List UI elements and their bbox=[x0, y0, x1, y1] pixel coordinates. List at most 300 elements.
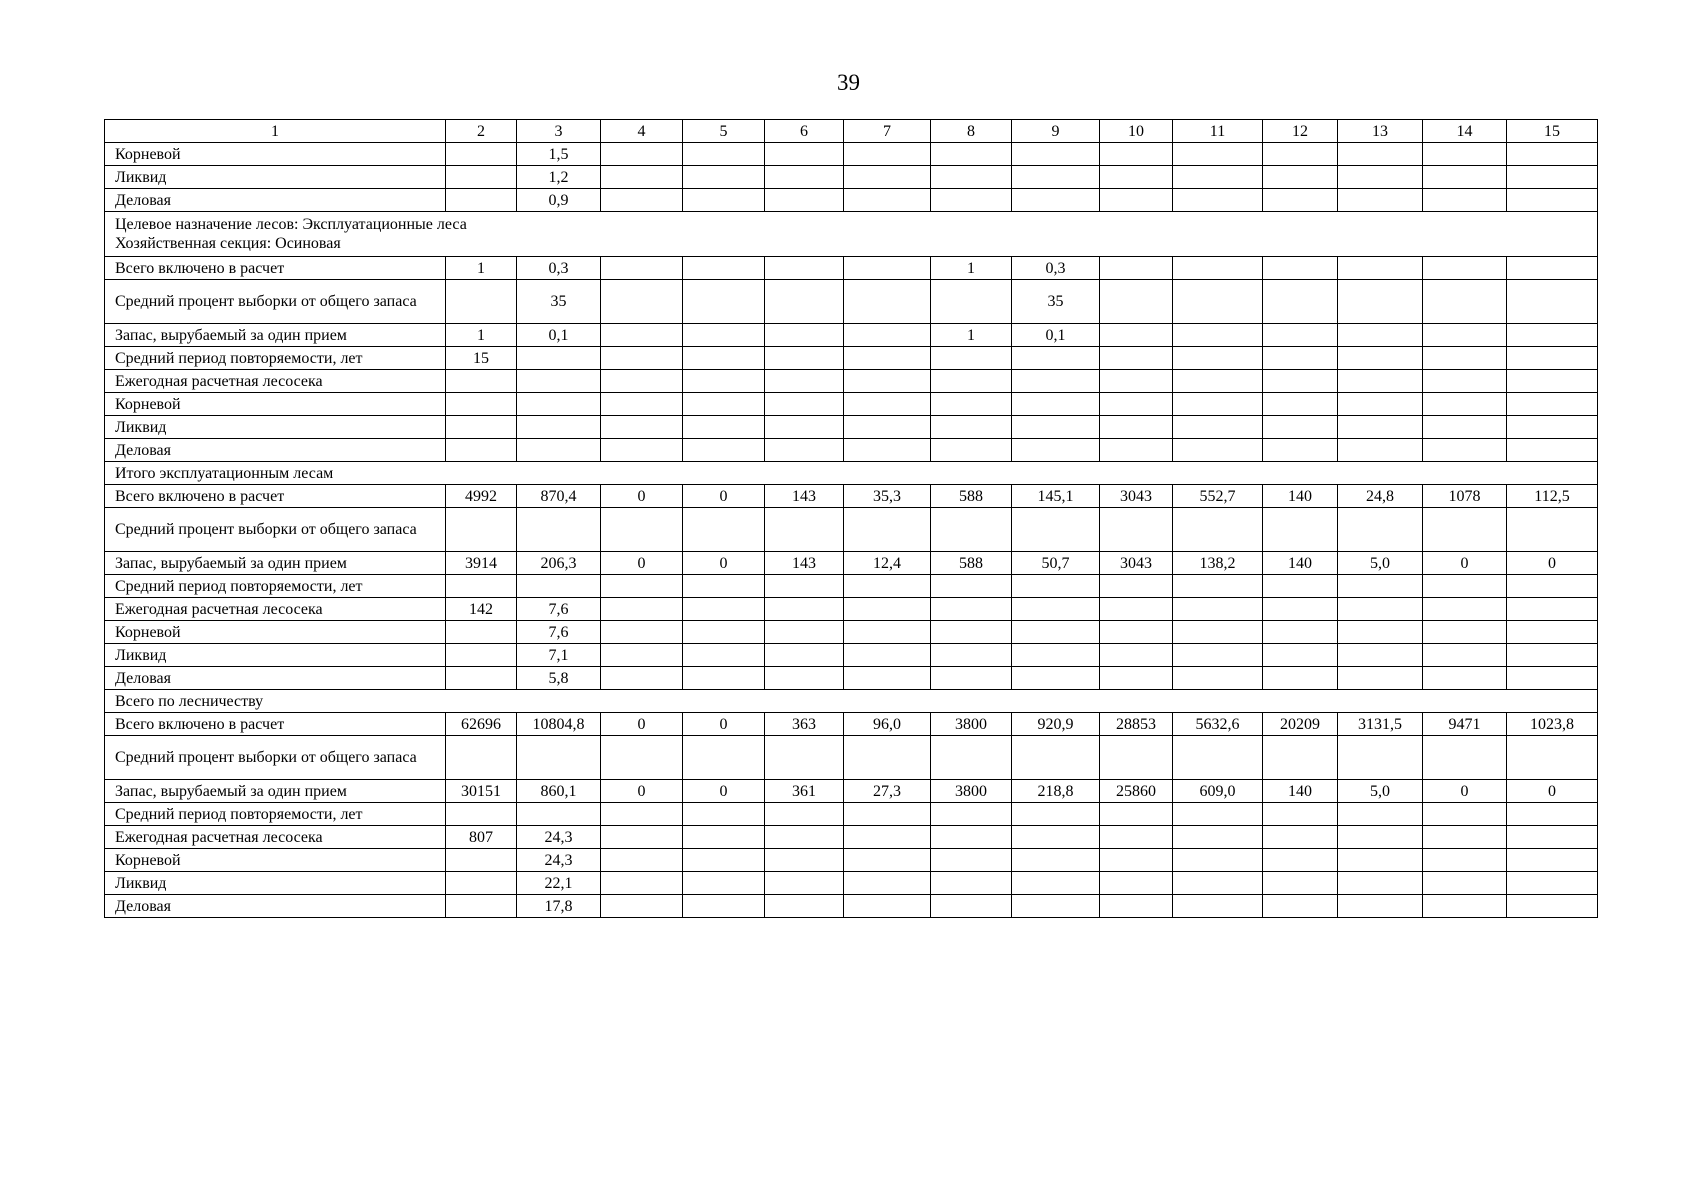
table-cell bbox=[1423, 370, 1507, 393]
column-number-header: 7 bbox=[844, 120, 931, 143]
table-cell: 807 bbox=[446, 826, 517, 849]
table-cell bbox=[601, 189, 683, 212]
table-cell bbox=[1100, 803, 1173, 826]
table-cell bbox=[1173, 416, 1263, 439]
table-cell: 5,0 bbox=[1338, 552, 1423, 575]
table-cell bbox=[1100, 416, 1173, 439]
table-cell bbox=[765, 895, 844, 918]
table-cell bbox=[1263, 508, 1338, 552]
row-label: Деловая bbox=[105, 667, 446, 690]
table-cell bbox=[1338, 621, 1423, 644]
table-cell bbox=[931, 439, 1012, 462]
table-cell bbox=[1507, 621, 1598, 644]
table-cell bbox=[931, 370, 1012, 393]
table-cell: 143 bbox=[765, 485, 844, 508]
column-number-header: 9 bbox=[1012, 120, 1100, 143]
row-label: Ежегодная расчетная лесосека bbox=[105, 598, 446, 621]
table-cell: 62696 bbox=[446, 713, 517, 736]
table-cell bbox=[1100, 370, 1173, 393]
table-cell bbox=[1012, 826, 1100, 849]
table-cell bbox=[844, 849, 931, 872]
table-cell bbox=[1012, 439, 1100, 462]
table-cell bbox=[1173, 508, 1263, 552]
table-cell: 0 bbox=[1507, 552, 1598, 575]
table-cell bbox=[1173, 280, 1263, 324]
page-number: 39 bbox=[837, 70, 860, 95]
table-cell: 30151 bbox=[446, 780, 517, 803]
table-cell bbox=[1338, 826, 1423, 849]
section-heading-row bbox=[105, 462, 1598, 485]
table-cell bbox=[683, 644, 765, 667]
table-cell bbox=[931, 644, 1012, 667]
table-cell bbox=[765, 621, 844, 644]
table-cell bbox=[1507, 166, 1598, 189]
table-cell bbox=[1338, 393, 1423, 416]
table-cell: 140 bbox=[1263, 552, 1338, 575]
table-cell: 9471 bbox=[1423, 713, 1507, 736]
table-cell: 588 bbox=[931, 552, 1012, 575]
table-cell: 1 bbox=[446, 257, 517, 280]
table-cell: 17,8 bbox=[517, 895, 601, 918]
table-cell: 206,3 bbox=[517, 552, 601, 575]
table-cell bbox=[1012, 575, 1100, 598]
row-label: Деловая bbox=[105, 895, 446, 918]
table-row bbox=[105, 872, 1598, 895]
table-cell bbox=[1507, 257, 1598, 280]
table-cell bbox=[1012, 508, 1100, 552]
table-cell bbox=[765, 598, 844, 621]
table-cell bbox=[1012, 166, 1100, 189]
table-cell bbox=[844, 439, 931, 462]
table-cell bbox=[1338, 189, 1423, 212]
table-row bbox=[105, 324, 1598, 347]
table-cell bbox=[1338, 849, 1423, 872]
table-cell bbox=[601, 575, 683, 598]
row-label: Корневой bbox=[105, 143, 446, 166]
table-cell bbox=[1173, 575, 1263, 598]
table-cell bbox=[765, 736, 844, 780]
table-cell bbox=[1012, 736, 1100, 780]
table-cell: 15 bbox=[446, 347, 517, 370]
table-row bbox=[105, 370, 1598, 393]
row-label: Средний процент выборки от общего запаса bbox=[105, 280, 446, 324]
table-cell bbox=[1173, 189, 1263, 212]
table-cell bbox=[1173, 667, 1263, 690]
table-cell bbox=[683, 849, 765, 872]
table-cell bbox=[1263, 189, 1338, 212]
row-label: Ликвид bbox=[105, 644, 446, 667]
row-label: Ликвид bbox=[105, 166, 446, 189]
table-cell bbox=[1338, 872, 1423, 895]
table-cell bbox=[1100, 575, 1173, 598]
table-cell bbox=[1173, 895, 1263, 918]
row-label: Ежегодная расчетная лесосека bbox=[105, 826, 446, 849]
table-cell bbox=[1423, 736, 1507, 780]
table-cell bbox=[1423, 166, 1507, 189]
table-cell bbox=[1012, 370, 1100, 393]
table-cell bbox=[931, 280, 1012, 324]
table-cell bbox=[446, 644, 517, 667]
table-cell bbox=[765, 416, 844, 439]
column-number-header: 8 bbox=[931, 120, 1012, 143]
table-cell: 22,1 bbox=[517, 872, 601, 895]
table-cell bbox=[683, 598, 765, 621]
row-label: Средний период повторяемости, лет bbox=[105, 575, 446, 598]
table-cell bbox=[765, 347, 844, 370]
table-cell bbox=[844, 508, 931, 552]
table-cell: 0 bbox=[601, 485, 683, 508]
table-cell bbox=[683, 257, 765, 280]
table-cell bbox=[446, 667, 517, 690]
table-cell: 0,9 bbox=[517, 189, 601, 212]
table-row bbox=[105, 598, 1598, 621]
table-cell bbox=[683, 280, 765, 324]
table-cell bbox=[931, 803, 1012, 826]
row-label: Средний период повторяемости, лет bbox=[105, 803, 446, 826]
table-cell bbox=[1012, 143, 1100, 166]
row-label: Всего включено в расчет bbox=[105, 713, 446, 736]
table-cell: 0,1 bbox=[517, 324, 601, 347]
table-cell bbox=[683, 508, 765, 552]
table-cell bbox=[1012, 849, 1100, 872]
table-cell bbox=[1263, 826, 1338, 849]
table-cell: 96,0 bbox=[844, 713, 931, 736]
table-cell bbox=[1263, 644, 1338, 667]
table-cell bbox=[1507, 439, 1598, 462]
table-cell: 3914 bbox=[446, 552, 517, 575]
table-cell bbox=[1012, 644, 1100, 667]
table-row bbox=[105, 280, 1598, 324]
table-cell: 10804,8 bbox=[517, 713, 601, 736]
table-cell bbox=[446, 143, 517, 166]
table-cell bbox=[1263, 416, 1338, 439]
table-cell bbox=[1338, 736, 1423, 780]
table-cell bbox=[844, 370, 931, 393]
table-cell bbox=[1100, 393, 1173, 416]
table-row bbox=[105, 439, 1598, 462]
table-cell bbox=[765, 575, 844, 598]
table-cell bbox=[1423, 393, 1507, 416]
table-cell bbox=[1423, 895, 1507, 918]
table-cell bbox=[765, 166, 844, 189]
row-label: Запас, вырубаемый за один прием bbox=[105, 552, 446, 575]
table-cell bbox=[1507, 508, 1598, 552]
table-cell bbox=[844, 166, 931, 189]
table-cell bbox=[601, 736, 683, 780]
table-cell bbox=[446, 416, 517, 439]
table-cell: 3131,5 bbox=[1338, 713, 1423, 736]
table-cell bbox=[601, 644, 683, 667]
table-cell bbox=[601, 439, 683, 462]
table-cell bbox=[601, 347, 683, 370]
table-cell bbox=[1338, 508, 1423, 552]
table-header-row bbox=[105, 120, 1598, 143]
table-cell bbox=[1100, 872, 1173, 895]
table-cell bbox=[1263, 439, 1338, 462]
table-cell bbox=[1173, 370, 1263, 393]
table-cell: 860,1 bbox=[517, 780, 601, 803]
table-cell: 20209 bbox=[1263, 713, 1338, 736]
table-cell bbox=[1012, 416, 1100, 439]
row-label: Средний процент выборки от общего запаса bbox=[105, 508, 446, 552]
table-cell bbox=[931, 508, 1012, 552]
table-cell bbox=[765, 644, 844, 667]
row-label: Всего включено в расчет bbox=[105, 485, 446, 508]
table-cell bbox=[683, 439, 765, 462]
table-cell bbox=[683, 667, 765, 690]
table-cell bbox=[765, 324, 844, 347]
table-cell: 35 bbox=[1012, 280, 1100, 324]
table-cell bbox=[601, 803, 683, 826]
table-cell bbox=[683, 393, 765, 416]
table-cell bbox=[446, 439, 517, 462]
row-label: Запас, вырубаемый за один прием bbox=[105, 780, 446, 803]
table-cell bbox=[1423, 621, 1507, 644]
table-cell: 142 bbox=[446, 598, 517, 621]
table-cell bbox=[765, 143, 844, 166]
row-label: Ликвид bbox=[105, 872, 446, 895]
table-cell bbox=[601, 895, 683, 918]
table-cell bbox=[844, 416, 931, 439]
table-cell bbox=[1100, 621, 1173, 644]
table-cell: 1 bbox=[931, 257, 1012, 280]
section-heading-row bbox=[105, 690, 1598, 713]
table-cell: 140 bbox=[1263, 485, 1338, 508]
table-cell bbox=[1173, 257, 1263, 280]
table-cell bbox=[1100, 347, 1173, 370]
table-cell bbox=[1100, 826, 1173, 849]
table-cell bbox=[446, 736, 517, 780]
table-cell bbox=[1263, 143, 1338, 166]
column-number-header: 13 bbox=[1338, 120, 1423, 143]
table-cell bbox=[1100, 166, 1173, 189]
table-cell bbox=[446, 575, 517, 598]
section-heading bbox=[105, 212, 1598, 257]
row-label: Средний процент выборки от общего запаса bbox=[105, 736, 446, 780]
table-cell bbox=[446, 872, 517, 895]
table-cell: 3043 bbox=[1100, 552, 1173, 575]
table-cell bbox=[601, 621, 683, 644]
table-cell bbox=[1507, 803, 1598, 826]
table-cell bbox=[1507, 644, 1598, 667]
table-cell bbox=[844, 143, 931, 166]
table-cell bbox=[601, 143, 683, 166]
table-cell bbox=[1173, 736, 1263, 780]
table-cell bbox=[1173, 347, 1263, 370]
column-number-header: 2 bbox=[446, 120, 517, 143]
table-row bbox=[105, 895, 1598, 918]
table-cell bbox=[765, 370, 844, 393]
table-cell bbox=[1507, 280, 1598, 324]
table-cell bbox=[1507, 143, 1598, 166]
table-cell bbox=[683, 189, 765, 212]
row-label: Ежегодная расчетная лесосека bbox=[105, 370, 446, 393]
table-cell bbox=[1012, 189, 1100, 212]
section-heading-line: Итого эксплуатационным лесам bbox=[115, 464, 334, 482]
table-cell bbox=[683, 370, 765, 393]
table-cell bbox=[931, 416, 1012, 439]
table-cell bbox=[1338, 575, 1423, 598]
table-cell bbox=[1263, 393, 1338, 416]
table-cell bbox=[601, 393, 683, 416]
table-cell: 138,2 bbox=[1173, 552, 1263, 575]
table-cell: 363 bbox=[765, 713, 844, 736]
row-label: Средний период повторяемости, лет bbox=[105, 347, 446, 370]
table-cell bbox=[765, 849, 844, 872]
table-cell bbox=[1263, 803, 1338, 826]
table-cell bbox=[601, 826, 683, 849]
table-row bbox=[105, 257, 1598, 280]
table-cell bbox=[1338, 347, 1423, 370]
table-cell bbox=[683, 166, 765, 189]
row-label: Корневой bbox=[105, 621, 446, 644]
table-cell bbox=[446, 189, 517, 212]
table-row bbox=[105, 849, 1598, 872]
table-cell bbox=[844, 895, 931, 918]
table-cell bbox=[1012, 347, 1100, 370]
table-cell bbox=[1423, 849, 1507, 872]
table-cell bbox=[683, 803, 765, 826]
table-cell bbox=[844, 667, 931, 690]
table-cell: 552,7 bbox=[1173, 485, 1263, 508]
table-cell bbox=[601, 849, 683, 872]
table-cell bbox=[1012, 895, 1100, 918]
table-cell: 140 bbox=[1263, 780, 1338, 803]
table-cell bbox=[683, 575, 765, 598]
table-cell bbox=[931, 393, 1012, 416]
table-row bbox=[105, 780, 1598, 803]
table-cell bbox=[1338, 280, 1423, 324]
table-cell: 0,3 bbox=[517, 257, 601, 280]
table-cell bbox=[1263, 621, 1338, 644]
table-cell: 0 bbox=[683, 713, 765, 736]
table-cell bbox=[1507, 849, 1598, 872]
table-cell bbox=[517, 393, 601, 416]
table-cell: 3043 bbox=[1100, 485, 1173, 508]
table-cell bbox=[765, 872, 844, 895]
table-cell bbox=[931, 895, 1012, 918]
table-cell bbox=[931, 849, 1012, 872]
table-cell bbox=[1423, 872, 1507, 895]
table-row bbox=[105, 667, 1598, 690]
table-cell bbox=[844, 644, 931, 667]
table-row bbox=[105, 347, 1598, 370]
table-cell bbox=[1173, 166, 1263, 189]
table-cell bbox=[446, 280, 517, 324]
table-cell: 0,3 bbox=[1012, 257, 1100, 280]
table-cell bbox=[765, 803, 844, 826]
table-cell bbox=[1012, 803, 1100, 826]
table-cell bbox=[1012, 393, 1100, 416]
table-cell bbox=[1423, 508, 1507, 552]
table-cell bbox=[1263, 872, 1338, 895]
table-cell bbox=[1423, 189, 1507, 212]
table-cell bbox=[601, 872, 683, 895]
table-cell bbox=[446, 166, 517, 189]
table-cell bbox=[1507, 736, 1598, 780]
table-cell bbox=[765, 393, 844, 416]
table-cell bbox=[1263, 667, 1338, 690]
table-cell bbox=[1507, 324, 1598, 347]
table-cell: 27,3 bbox=[844, 780, 931, 803]
table-cell bbox=[601, 257, 683, 280]
table-cell bbox=[765, 257, 844, 280]
table-cell: 3800 bbox=[931, 713, 1012, 736]
table-cell bbox=[765, 280, 844, 324]
row-label: Ликвид bbox=[105, 416, 446, 439]
section-heading-line: Целевое назначение лесов: Эксплуатационные леса bbox=[115, 216, 467, 233]
table-cell bbox=[1423, 575, 1507, 598]
table-cell: 35 bbox=[517, 280, 601, 324]
table-row bbox=[105, 644, 1598, 667]
table-cell bbox=[446, 508, 517, 552]
table-cell bbox=[931, 872, 1012, 895]
table-cell bbox=[1263, 849, 1338, 872]
table-cell bbox=[1263, 895, 1338, 918]
table-cell bbox=[931, 347, 1012, 370]
table-cell bbox=[517, 575, 601, 598]
table-cell bbox=[1507, 826, 1598, 849]
table-cell bbox=[683, 143, 765, 166]
table-cell bbox=[1100, 895, 1173, 918]
section-heading-line: Всего по лесничеству bbox=[115, 692, 264, 710]
table-cell bbox=[683, 324, 765, 347]
table-cell: 0 bbox=[683, 552, 765, 575]
table-cell bbox=[1338, 416, 1423, 439]
table-cell: 143 bbox=[765, 552, 844, 575]
section-heading-row bbox=[105, 212, 1598, 257]
table-cell bbox=[517, 803, 601, 826]
table-cell bbox=[1012, 872, 1100, 895]
table-cell bbox=[844, 736, 931, 780]
table-cell bbox=[1100, 324, 1173, 347]
table-cell: 588 bbox=[931, 485, 1012, 508]
column-number-header: 11 bbox=[1173, 120, 1263, 143]
table-cell: 1,2 bbox=[517, 166, 601, 189]
table-cell bbox=[683, 621, 765, 644]
table-cell bbox=[1263, 598, 1338, 621]
table-cell bbox=[765, 439, 844, 462]
table-cell bbox=[446, 849, 517, 872]
table-cell bbox=[1100, 667, 1173, 690]
table-cell bbox=[1263, 370, 1338, 393]
column-number-header: 14 bbox=[1423, 120, 1507, 143]
table-cell bbox=[1100, 644, 1173, 667]
table-cell bbox=[601, 370, 683, 393]
table-cell bbox=[1173, 826, 1263, 849]
table-cell bbox=[517, 736, 601, 780]
table-cell bbox=[765, 189, 844, 212]
table-cell: 1,5 bbox=[517, 143, 601, 166]
table-cell bbox=[1507, 667, 1598, 690]
table-cell bbox=[1423, 280, 1507, 324]
table-cell bbox=[931, 736, 1012, 780]
table-cell bbox=[1507, 895, 1598, 918]
table-cell bbox=[1100, 143, 1173, 166]
table-cell bbox=[601, 416, 683, 439]
table-cell bbox=[931, 189, 1012, 212]
table-cell: 24,8 bbox=[1338, 485, 1423, 508]
table-cell bbox=[1263, 575, 1338, 598]
table-row bbox=[105, 508, 1598, 552]
table-cell: 1078 bbox=[1423, 485, 1507, 508]
section-heading bbox=[105, 462, 1598, 485]
row-label: Деловая bbox=[105, 439, 446, 462]
table-cell bbox=[1100, 736, 1173, 780]
table-cell bbox=[1173, 872, 1263, 895]
table-cell bbox=[844, 826, 931, 849]
table-cell bbox=[1173, 803, 1263, 826]
